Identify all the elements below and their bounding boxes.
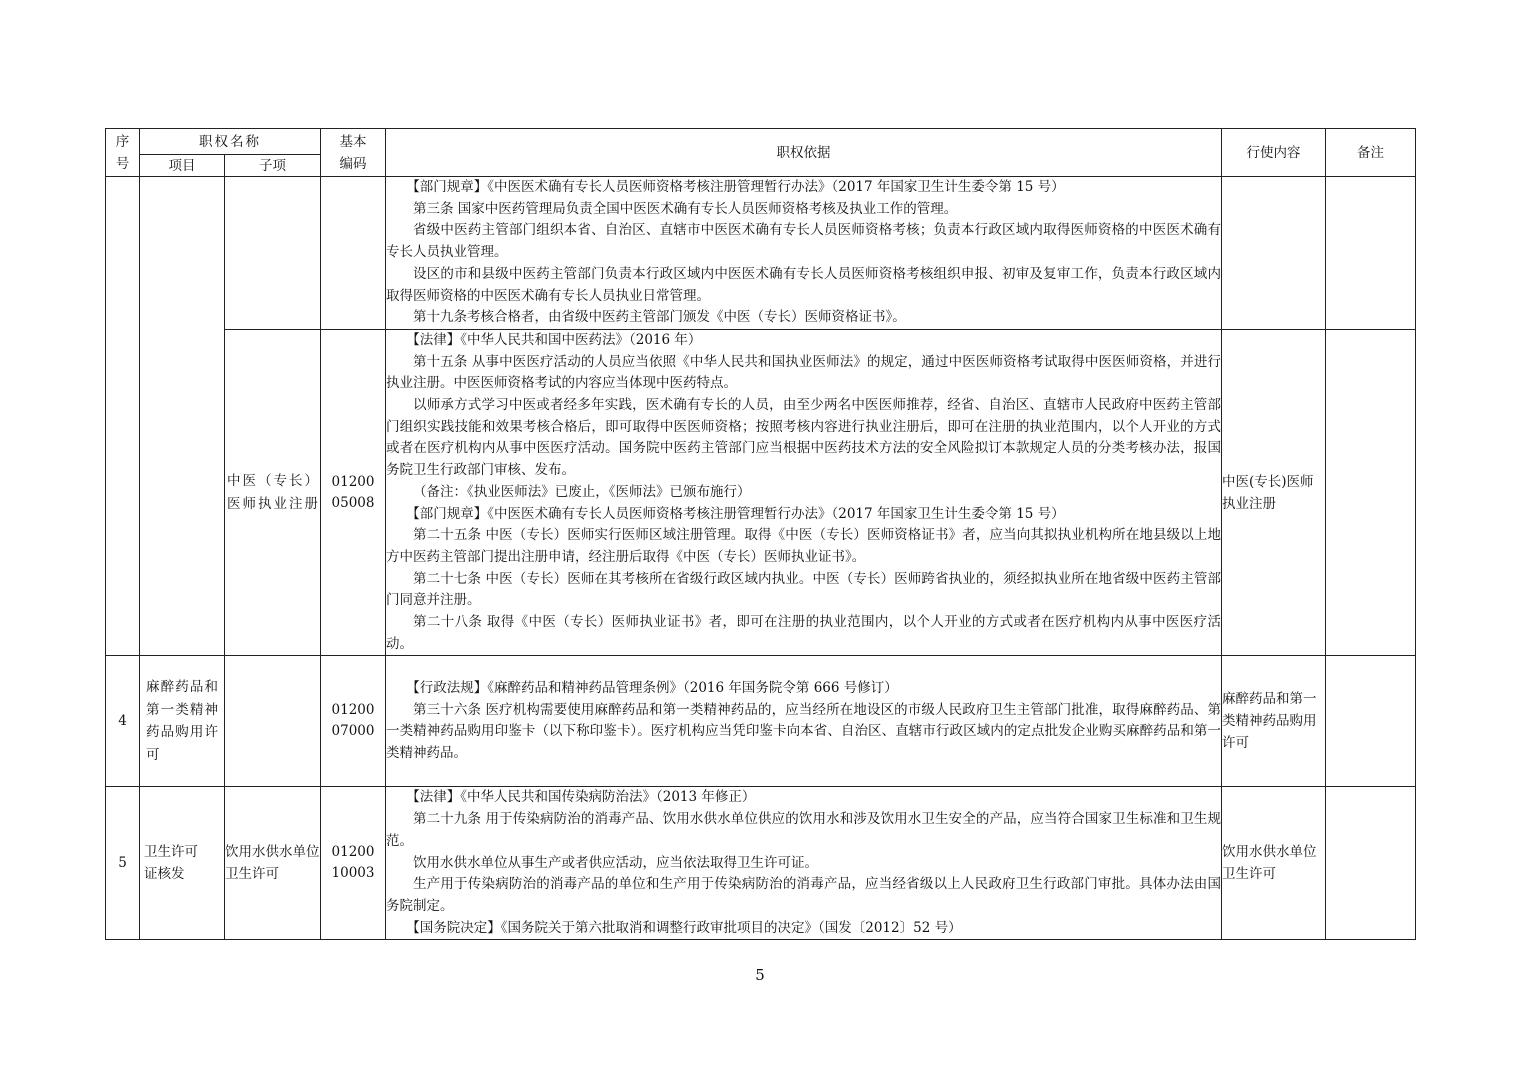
code-part-1: 01200 xyxy=(331,702,375,719)
seq-cell: 5 xyxy=(106,787,140,940)
seq-cell: 4 xyxy=(106,656,140,787)
header-row-1 xyxy=(106,129,1416,155)
content-cell xyxy=(1222,656,1326,787)
header-seq xyxy=(106,129,140,177)
basis-line: 第十五条 从事中医医疗活动的人员应当依照《中华人民共和国执业医师法》的规定，通过中医医师资格考试取得中医医师资格，并进行执业注册。中医医师资格考试的内容应当体现中医药特点。 xyxy=(386,353,1221,392)
header-basic-code xyxy=(321,129,386,177)
basis-line: （备注：《执业医师法》已废止，《医师法》已颁布施行） xyxy=(413,483,751,500)
table-row xyxy=(106,177,1416,330)
basis-line: 第二十五条 中医（专长）医师实行医师区域注册管理。取得《中医（专长）医师资格证书》者，应当向其拟执业机构所在地县级以上地方中医药主管部门提出注册申请，经注册后取得《中医（专长）医师执业证书》。 xyxy=(386,527,1221,565)
basis-line: 以师承方式学习中医或者经多年实践，医术确有专长的人员，由至少两名中医医师推荐，经省、自治区、直辖市人民政府中医药主管部门组织实践技能和效果考核合格后，即可取得中医医师资格；按照考核内容进行执业注册后，即可在注册的执业范围内，以个人开业的方式或者在医疗机构内从事中医医疗活动。国务院中医药主管部门应当根据中医药技术方法的安全风险拟订本款规定人员的分类考核办法，报国务院卫生行政部门审核、发布。 xyxy=(386,397,1221,479)
basis-line: 生产用于传染病防治的消毒产品的单位和生产用于传染病防治的消毒产品，应当经省级以上人民政府卫生行政部门审批。具体办法由国务院制定。 xyxy=(386,876,1221,914)
remark-cell xyxy=(1326,329,1416,656)
content-cell xyxy=(1222,329,1326,656)
basis-line: 设区的市和县级中医药主管部门负责本行政区域内中医医术确有专长人员医师资格考核组织申报、初审及复审工作，负责本行政区域内取得医师资格的中医医术确有专长人员执业日常管理。 xyxy=(386,265,1221,304)
item-cell xyxy=(140,656,225,787)
subitem-text: 饮用水供水单位卫生许可 xyxy=(225,844,320,883)
basis-line: 【行政法规】《麻醉药品和精神药品管理条例》（2016 年国务院令第 666 号修订） xyxy=(406,680,898,697)
basis-line: 饮用水供水单位从事生产或者供应活动，应当依法取得卫生许可证。 xyxy=(413,854,818,871)
basis-cell xyxy=(386,177,1222,330)
basis-line: 省级中医药主管部门组织本省、自治区、直辖市中医医术确有专长人员医师资格考核；负责本行政区域内取得医师资格的中医医术确有专长人员执业管理。 xyxy=(386,222,1221,261)
basis-line: 【部门规章】《中医医术确有专长人员医师资格考核注册管理暂行办法》（2017 年国家卫生计生委令第 15 号） xyxy=(406,505,1065,522)
code-cell xyxy=(321,329,386,656)
item-cell-empty xyxy=(140,177,225,656)
basis-line: 第二十八条 取得《中医（专长）医师执业证书》者，即可在注册的执业范围内，以个人开业的方式或者在医疗机构内从事中医医疗活动。 xyxy=(386,614,1221,652)
content-cell xyxy=(1222,787,1326,940)
seq-cell-empty xyxy=(106,177,140,656)
code-part-2: 10003 xyxy=(331,865,375,882)
content-cell-empty xyxy=(1222,177,1326,330)
content-text: 中医(专长)医师执业注册 xyxy=(1222,473,1314,512)
basis-line: 第三十六条 医疗机构需要使用麻醉药品和第一类精神药品的，应当经所在地设区的市级人民政府卫生主管部门批准，取得麻醉药品、第一类精神药品购用印鉴卡（以下称印鉴卡）。医疗机构应当凭印鉴卡向本省、自治区、直辖市行政区域内的定点批发企业购买麻醉药品和第一类精神药品。 xyxy=(386,701,1221,762)
code-part-1: 01200 xyxy=(331,473,375,490)
basis-line: 第三条 国家中医药管理局负责全国中医医术确有专长人员医师资格考核及执业工作的管理。 xyxy=(413,200,958,217)
header-power-name: 职权名称 xyxy=(140,129,321,155)
remark-cell xyxy=(1326,656,1416,787)
item-text: 卫生许可证核发 xyxy=(144,844,198,883)
basis-cell xyxy=(386,787,1222,940)
basis-line: 【法律】《中华人民共和国中医药法》（2016 年） xyxy=(406,331,702,348)
code-part-2: 05008 xyxy=(331,494,375,511)
content-text: 麻醉药品和第一类精神药品购用许可 xyxy=(1222,691,1317,752)
code-cell xyxy=(321,656,386,787)
header-remark: 备注 xyxy=(1326,129,1416,177)
header-content: 行使内容 xyxy=(1222,129,1326,177)
subitem-cell xyxy=(225,787,321,940)
remark-cell xyxy=(1326,177,1416,330)
item-text: 麻醉药品和第一类精神药品购用许可 xyxy=(146,679,218,763)
table-row xyxy=(106,329,1416,656)
header-seq-label: 序号 xyxy=(115,133,130,172)
basis-cell xyxy=(386,329,1222,656)
basis-line: 【国务院决定】《国务院关于第六批取消和调整行政审批项目的决定》（国发〔2012〕52 号） xyxy=(406,919,962,936)
item-cell xyxy=(140,787,225,940)
code-part-1: 01200 xyxy=(331,844,375,861)
header-item: 项目 xyxy=(140,155,225,177)
basis-line: 第十九条考核合格者，由省级中医药主管部门颁发《中医（专长）医师资格证书》。 xyxy=(413,309,906,326)
basis-line: 第二十七条 中医（专长）医师在其考核所在省级行政区域内执业。中医（专长）医师跨省执业的，须经拟执业所在地省级中医药主管部门同意并注册。 xyxy=(386,570,1221,609)
subitem-cell-empty xyxy=(225,177,321,330)
page-number: 5 xyxy=(755,966,765,984)
table-row xyxy=(106,787,1416,940)
header-basis: 职权依据 xyxy=(386,129,1222,177)
authority-table xyxy=(105,128,1416,940)
header-subitem: 子项 xyxy=(225,155,321,177)
basis-line: 第二十九条 用于传染病防治的消毒产品、饮用水供水单位供应的饮用水和涉及饮用水卫生安全的产品，应当符合国家卫生标准和卫生规范。 xyxy=(386,811,1221,849)
basis-line: 【部门规章】《中医医术确有专长人员医师资格考核注册管理暂行办法》（2017 年国家卫生计生委令第 15 号） xyxy=(406,179,1065,195)
code-part-2: 07000 xyxy=(331,723,375,740)
basis-line: 【法律】《中华人民共和国传染病防治法》（2013 年修正） xyxy=(406,789,756,806)
basis-cell xyxy=(386,656,1222,787)
content-text: 饮用水供水单位卫生许可 xyxy=(1222,844,1317,883)
table-row xyxy=(106,656,1416,787)
subitem-cell xyxy=(225,329,321,656)
remark-cell xyxy=(1326,787,1416,940)
subitem-cell-empty xyxy=(225,656,321,787)
code-cell xyxy=(321,787,386,940)
subitem-text: 中医（专长）医师执业注册 xyxy=(227,473,318,512)
code-cell-empty xyxy=(321,177,386,330)
header-basic-code-label: 基本编码 xyxy=(339,133,367,172)
